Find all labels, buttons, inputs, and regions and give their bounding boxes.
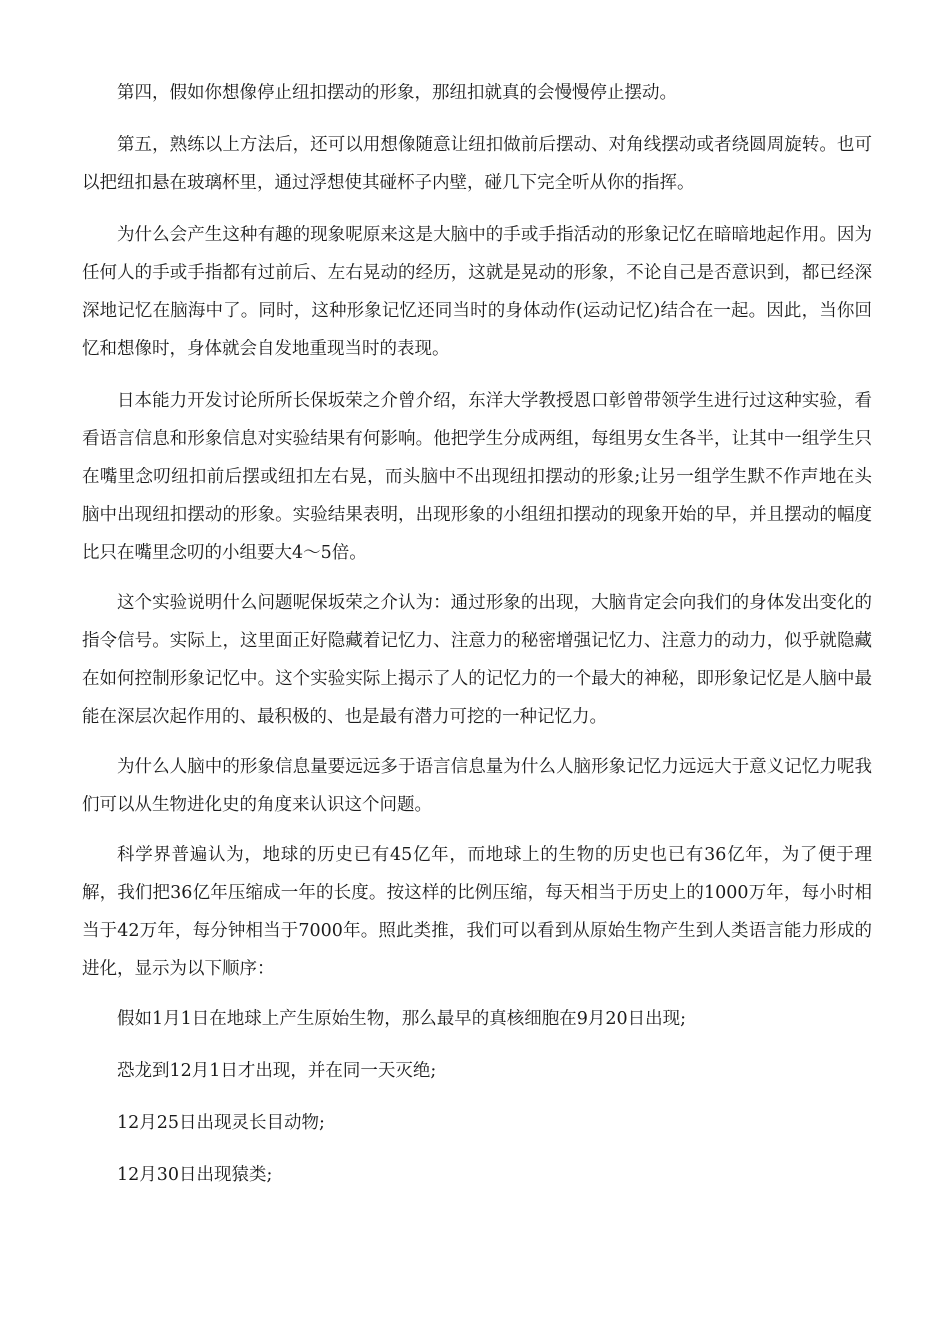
- paragraph-step-five: 第五，熟练以上方法后，还可以用想像随意让纽扣做前后摆动、对角线摆动或者绕圆周旋转。也可以把纽扣悬在玻璃杯里，通过浮想使其碰杯子内壁，碰几下完全听从你的指挥。: [82, 135, 872, 193]
- paragraph-earth-history: 科学界普遍认为，地球的历史已有45亿年，而地球上的生物的历史也已有36亿年，为了便于理解，我们把36亿年压缩成一年的长度。按这样的比例压缩，每天相当于历史上的1000万年，每小时相当于42万年，每分钟相当于7000年。照此类推，我们可以看到从原始生物产生到人类语言能力形成的进化，显示为以下顺序：: [82, 845, 872, 979]
- paragraph-step-four: 第四，假如你想像停止纽扣摆动的形象，那纽扣就真的会慢慢停止摆动。: [117, 83, 677, 103]
- timeline-item-dec-30: 12月30日出现猿类;: [117, 1165, 273, 1185]
- timeline-item-dec-25: 12月25日出现灵长目动物;: [117, 1113, 325, 1133]
- timeline-item-jan-1: 假如1月1日在地球上产生原始生物，那么最早的真核细胞在9月20日出现;: [117, 1009, 687, 1029]
- paragraph-experiment-meaning: 这个实验说明什么问题呢保坂荣之介认为：通过形象的出现，大脑肯定会向我们的身体发出变化的指令信号。实际上，这里面正好隐藏着记忆力、注意力的秘密增强记忆力、注意力的动力，似乎就隐藏在如何控制形象记忆中。这个实验实际上揭示了人的记忆力的一个最大的神秘，即形象记忆是人脑中最能在深层次起作用的、最积极的、也是最有潜力可挖的一种记忆力。: [82, 593, 872, 727]
- document-body: [82, 74, 872, 1208]
- paragraph-question: 为什么人脑中的形象信息量要远远多于语言信息量为什么人脑形象记忆力远远大于意义记忆力呢我们可以从生物进化史的角度来认识这个问题。: [82, 757, 872, 815]
- paragraph-explanation: 为什么会产生这种有趣的现象呢原来这是大脑中的手或手指活动的形象记忆在暗暗地起作用。因为任何人的手或手指都有过前后、左右晃动的经历，这就是晃动的形象，不论自己是否意识到，都已经深深地记忆在脑海中了。同时，这种形象记忆还同当时的身体动作(运动记忆)结合在一起。因此，当你回忆和想像时，身体就会自发地重现当时的表现。: [82, 225, 872, 359]
- paragraph-experiment: 日本能力开发讨论所所长保坂荣之介曾介绍，东洋大学教授恩口彰曾带领学生进行过这种实验，看看语言信息和形象信息对实验结果有何影响。他把学生分成两组，每组男女生各半，让其中一组学生只在嘴里念叨纽扣前后摆或纽扣左右晃，而头脑中不出现纽扣摆动的形象;让另一组学生默不作声地在头脑中出现纽扣摆动的形象。实验结果表明，出现形象的小组纽扣摆动的现象开始的早，并且摆动的幅度比只在嘴里念叨的小组要大4～5倍。: [82, 391, 872, 563]
- timeline-item-dec-1: 恐龙到12月1日才出现，并在同一天灭绝;: [117, 1061, 437, 1081]
